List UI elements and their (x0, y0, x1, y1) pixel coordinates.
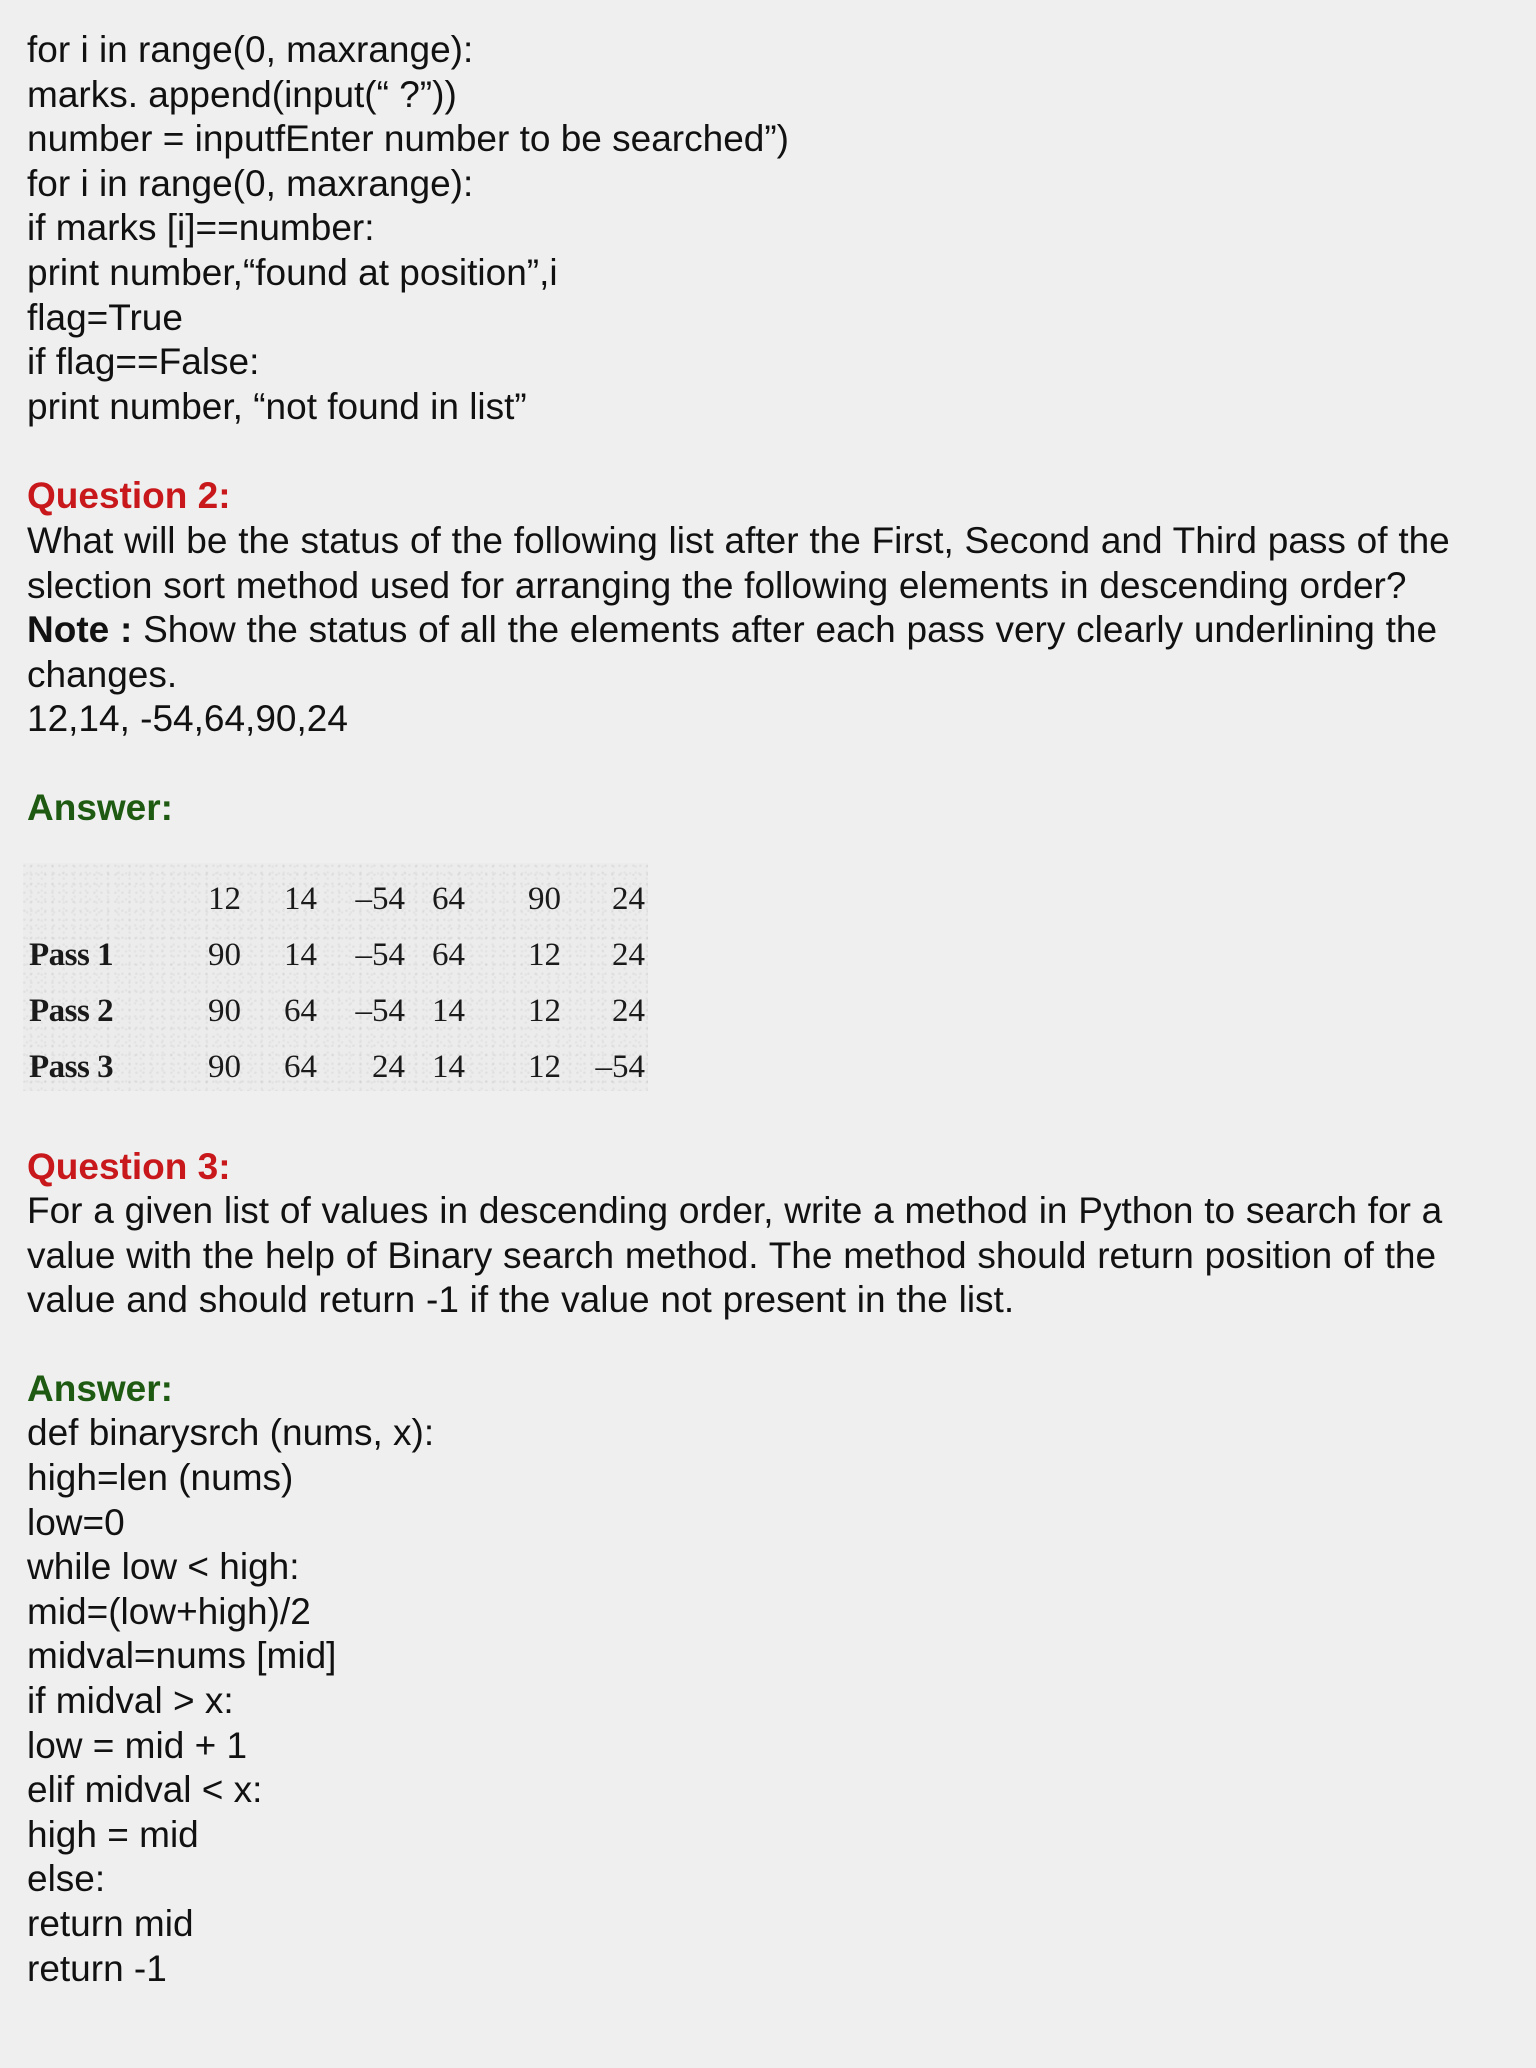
code-line: low=0 (27, 1501, 125, 1543)
table-cell: –54 (355, 880, 405, 917)
code-line: low = mid + 1 (27, 1724, 248, 1766)
question-3 (27, 1145, 1517, 1323)
table-cell: 24 (372, 1048, 405, 1085)
table-cell: 14 (432, 1048, 465, 1085)
table-row (23, 989, 648, 1029)
table-cell: 12 (208, 880, 241, 917)
table-cell: 24 (612, 992, 645, 1029)
code-line: midval=nums [mid] (27, 1635, 337, 1677)
answer-3 (27, 1367, 1517, 1991)
code-line: number = inputfEnter number to be searched”) (27, 118, 790, 160)
code-block-top (27, 28, 1517, 429)
question-2-text: What will be the status of the following list after the First, Second and Third pass of the slection sort method used for arranging the following elements in descending order? (27, 519, 1450, 606)
code-line: marks. append(input(“ ?”)) (27, 73, 457, 115)
table-cell: 90 (208, 992, 241, 1029)
table-cell: 64 (284, 1048, 317, 1085)
question-2-note (27, 608, 1517, 697)
table-cell: –54 (355, 936, 405, 973)
pass-label: Pass 3 (29, 1048, 114, 1085)
table-row (23, 1045, 648, 1085)
question-2-heading: Question 2: (27, 475, 231, 517)
code-line: high = mid (27, 1813, 199, 1855)
pass-label: Pass 2 (29, 992, 114, 1029)
code-line: if flag==False: (27, 341, 260, 383)
note-text: Show the status of all the elements after each pass very clearly underlining the changes. (27, 609, 1438, 695)
table-cell: 90 (208, 1048, 241, 1085)
pass-label: Pass 1 (29, 936, 114, 973)
table-cell: 12 (528, 1048, 561, 1085)
table-cell: 14 (432, 992, 465, 1029)
code-line: elif midval < x: (27, 1769, 263, 1811)
table-cell: 24 (612, 936, 645, 973)
code-line: else: (27, 1858, 106, 1900)
table-cell: 64 (284, 992, 317, 1029)
code-line: flag=True (27, 296, 183, 338)
note-label: Note : (27, 609, 133, 651)
question-3-heading: Question 3: (27, 1145, 231, 1187)
code-line: return -1 (27, 1947, 167, 1989)
code-line: mid=(low+high)/2 (27, 1590, 311, 1632)
table-row (23, 933, 648, 973)
table-cell: 64 (432, 880, 465, 917)
question-3-text: For a given list of values in descending order, write a method in Python to search for a value with the help of Binary search method. The method should return position of the value and should return -1 if the value not present in the list. (27, 1190, 1443, 1321)
code-line: high=len (nums) (27, 1457, 294, 1499)
question-2-list: 12,14, -54,64,90,24 (27, 698, 348, 740)
document-page (27, 28, 1517, 1991)
code-line: if marks [i]==number: (27, 207, 375, 249)
answer-2 (27, 786, 1517, 1091)
table-row (23, 877, 648, 917)
question-2 (27, 474, 1517, 742)
code-line: print number, “not found in list” (27, 385, 527, 427)
table-cell: –54 (355, 992, 405, 1029)
table-cell: 12 (528, 992, 561, 1029)
table-cell: 12 (528, 936, 561, 973)
table-cell: 90 (528, 880, 561, 917)
table-cell: 64 (432, 936, 465, 973)
table-cell: 14 (284, 936, 317, 973)
answer-3-heading: Answer: (27, 1367, 173, 1409)
table-cell: 90 (208, 936, 241, 973)
code-line: return mid (27, 1903, 194, 1944)
code-line: while low < high: (27, 1546, 300, 1588)
code-line: if midval > x: (27, 1680, 234, 1722)
selection-sort-pass-table (23, 863, 648, 1091)
table-cell: 14 (284, 880, 317, 917)
code-line: print number,“found at position”,i (27, 251, 558, 293)
code-line: def binarysrch (nums, x): (27, 1412, 435, 1454)
code-line: for i in range(0, maxrange): (27, 162, 474, 204)
table-cell: 24 (612, 880, 645, 917)
code-line: for i in range(0, maxrange): (27, 29, 474, 70)
answer-2-heading: Answer: (27, 786, 173, 828)
table-cell: –54 (595, 1048, 645, 1085)
